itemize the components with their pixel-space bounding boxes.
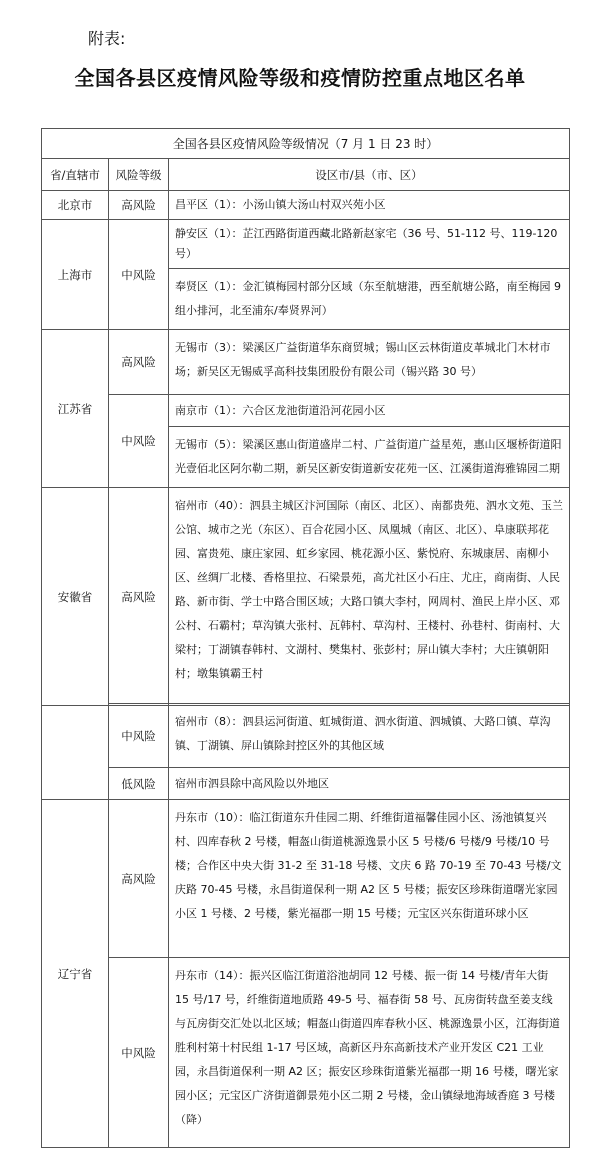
risk-level-low: 低风险 (109, 768, 169, 800)
risk-table-part-2 (41, 703, 570, 1148)
risk-level-medium: 中风险 (109, 220, 169, 330)
area-entry: 宿州市（40）：泗县主城区汴河国际（南区、北区）、南都贵苑、泗水文苑、玉兰公馆、城市之光（东区）、百合花园小区、凤凰城（南区、北区）、阜康联邦花园、富贵苑、康庄家园、虹乡家园、桃花源小区、紫悦府、东城康居、南柳小区、丝绸厂北楼、香格里拉、石梁景苑，高尤社区小石庄、尤庄，商南街、人民路、新市街、学士中路合围区域；大路口镇大李村，网周村、渔民上岸小区、邓公村、石霸村；草沟镇大张村、瓦韩村、草沟村、王楼村、孙巷村、街南村、大梁村；丁湖镇春韩村、文湖村、樊集村、张彭村；屏山镇大李村；大庄镇朝阳村；墩集镇霸王村 (169, 488, 570, 706)
appendix-label: 附表: (88, 29, 126, 48)
province-jiangsu: 江苏省 (42, 330, 109, 488)
province-beijing: 北京市 (42, 191, 109, 220)
area-entry: 宿州市泗县除中高风险以外地区 (169, 768, 570, 800)
area-entry: 静安区（1）：芷江西路街道西藏北路新赵家宅（36 号、51-112 号、119-120 号） (169, 220, 570, 269)
area-entry: 无锡市（5）：梁溪区惠山街道盛岸二村、广益街道广益星苑，惠山区堰桥街道阳光壹佰北区阿尔勒二期，新吴区新安街道新安花苑一区、江溪街道海雅锦园二期 (169, 427, 570, 488)
area-entry: 昌平区（1）：小汤山镇大汤山村双兴苑小区 (169, 191, 570, 220)
risk-level-medium: 中风险 (109, 395, 169, 488)
area-entry: 无锡市（3）：梁溪区广益街道华东商贸城；锡山区云林街道皮革城北门木材市场；新吴区无锡威孚高科技集团股份有限公司（锡兴路 30 号） (169, 330, 570, 395)
risk-level-high: 高风险 (109, 800, 169, 958)
document-title: 全国各县区疫情风险等级和疫情防控重点地区名单 (74, 66, 526, 90)
risk-level-high: 高风险 (109, 191, 169, 220)
province-shanghai: 上海市 (42, 220, 109, 330)
risk-level-high: 高风险 (109, 488, 169, 706)
risk-level-high: 高风险 (109, 330, 169, 395)
area-entry: 南京市（1）：六合区龙池街道沿河花园小区 (169, 395, 570, 427)
header-risk-level: 风险等级 (109, 159, 169, 191)
risk-table-part-1 (41, 128, 570, 706)
area-entry: 奉贤区（1）：金汇镇梅园村部分区域（东至航塘港，西至航塘公路，南至梅园 9 组小排河，北至浦东/奉贤界河） (169, 269, 570, 330)
risk-level-medium: 中风险 (109, 704, 169, 768)
table-caption: 全国各县区疫情风险等级情况（7 月 1 日 23 时） (42, 129, 570, 159)
header-area: 设区市/县（市、区） (169, 159, 570, 191)
area-entry: 丹东市（10）：临江街道东升佳园二期、纤维街道福馨佳园小区、汤池镇复兴村、四库春秋 2 号楼，帽盔山街道桃源逸景小区 5 号楼/6 号楼/9 号楼/10 号楼；合作区中央大街 31-2 至 31-18 号楼、文庆 6 路 70-19 至 70-43 号楼/文庆路 70-45 号楼，永昌街道保利一期 A2 区 5 号楼；振安区珍珠街道曙光家园小区 1 号楼、2 号楼，紫光福郡一期 15 号楼；元宝区兴东街道环球小区 (169, 800, 570, 958)
risk-level-medium: 中风险 (109, 958, 169, 1148)
area-entry: 宿州市（8）：泗县运河街道、虹城街道、泗水街道、泗城镇、大路口镇、草沟镇、丁湖镇、屏山镇除封控区外的其他区域 (169, 704, 570, 768)
province-liaoning: 辽宁省 (42, 800, 109, 1148)
area-entry: 丹东市（14）：振兴区临江街道浴池胡同 12 号楼、振一街 14 号楼/青年大街 15 号/17 号，纤维街道地质路 49-5 号、福春街 58 号、瓦房街转盘至姜支线与瓦房街交汇处以北区域；帽盔山街道四库春秋小区、桃源逸景小区，江海街道胜利村第十村民组 1-17 号区域，高新区丹东高新技术产业开发区 C21 工业园，永昌街道保利一期 A2 区；振安区珍珠街道紫光福郡一期 16 号楼，曙光家园小区；元宝区广济街道御景苑小区二期 2 号楼，金山镇绿地海域香庭 3 号楼（降） (169, 958, 570, 1148)
header-province: 省/直辖市 (42, 159, 109, 191)
province-anhui: 安徽省 (42, 488, 109, 706)
